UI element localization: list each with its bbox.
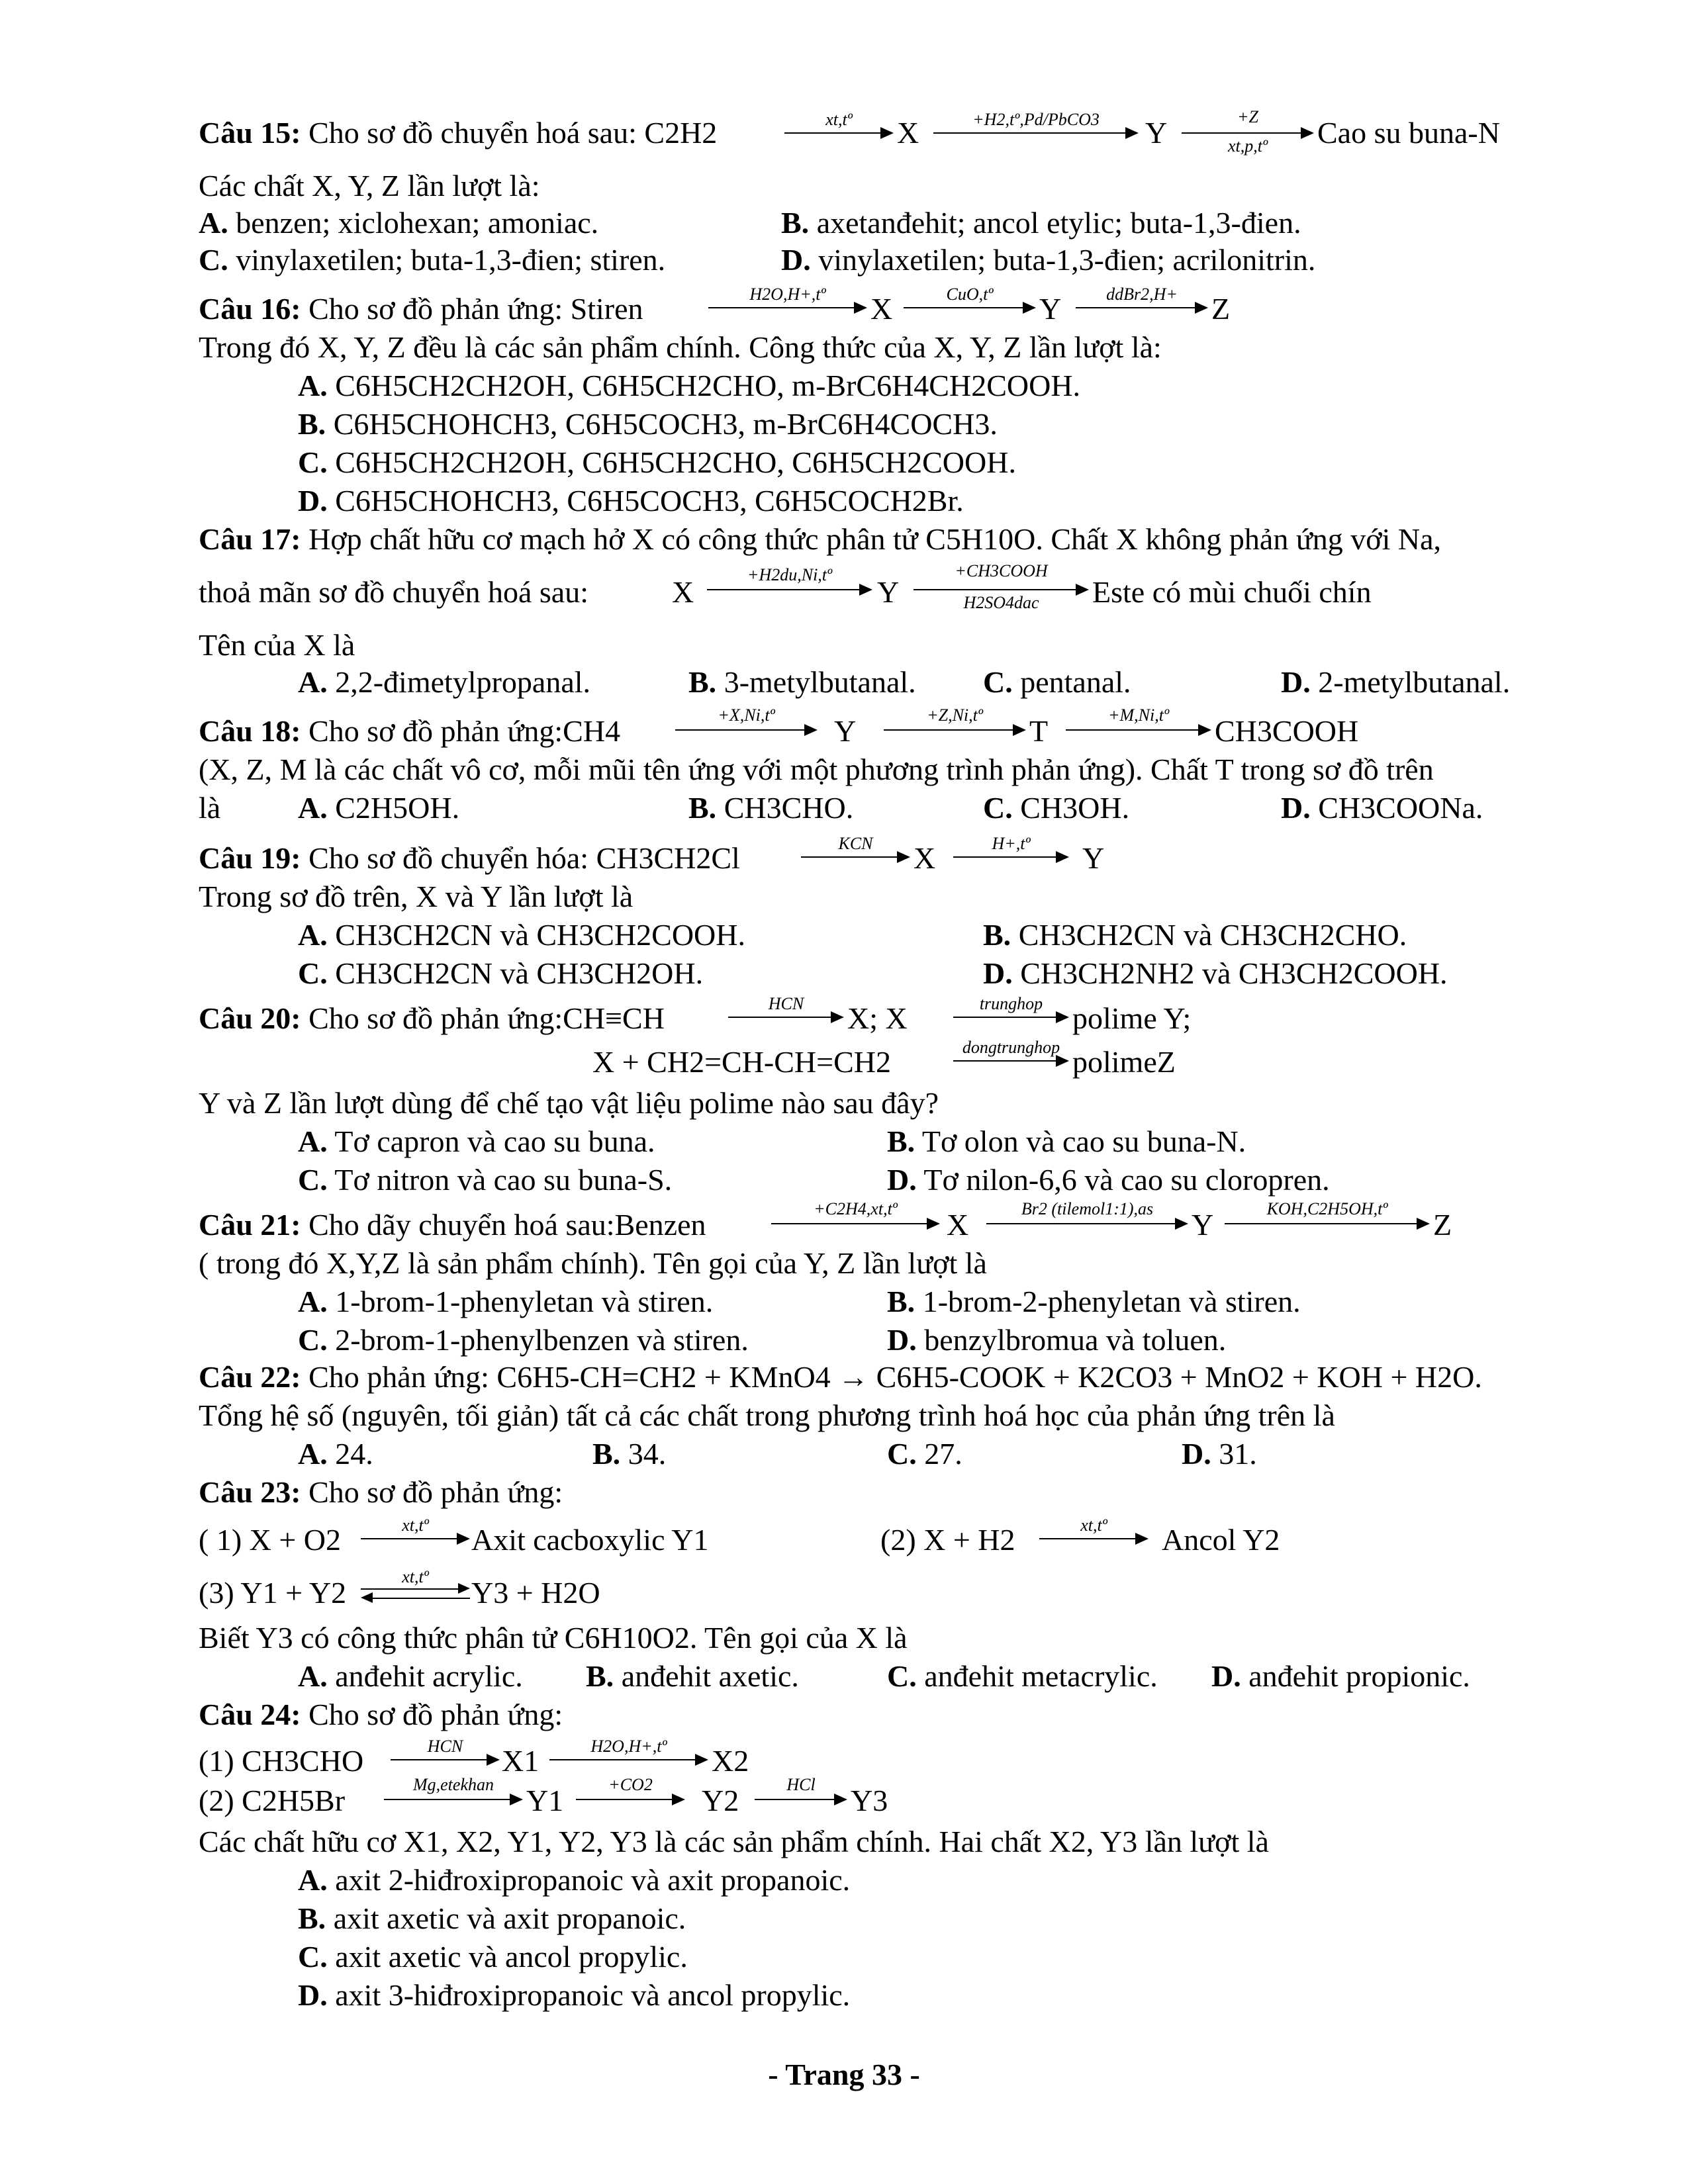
q16-arrow-1: H2O,H+,tº (708, 286, 867, 323)
q20-option-b: B. Tơ olon và cao su buna-N. (887, 1124, 1246, 1158)
q16-product-z: Z (1211, 292, 1231, 326)
q21-option-b: B. 1-brom-2-phenyletan và stiren. (887, 1285, 1301, 1318)
q24-option-b: B. axit axetic và axit propanoic. (298, 1901, 686, 1935)
q22-option-c: C. 27. (887, 1437, 962, 1471)
q16-option-b: B. C6H5CHOHCH3, C6H5COCH3, m-BrC6H4COCH3. (298, 407, 998, 441)
q20-stem: Y và Z lần lượt dùng để chế tạo vật liệu polime nào sau đây? (199, 1086, 939, 1120)
q15-final-product: Cao su buna-N (1317, 116, 1500, 150)
q21-product-x: X (947, 1208, 969, 1242)
q15-arrow-3 (1182, 109, 1314, 168)
q20-option-a: A. Tơ capron và cao su buna. (298, 1124, 655, 1158)
q23-option-a: A. anđehit acrylic. (298, 1659, 523, 1693)
q16-product-x: X (870, 292, 893, 326)
q17-option-c: C. pentanal. (983, 665, 1131, 699)
q23-line: Câu 23: Cho sơ đồ phản ứng: (199, 1475, 563, 1509)
q16-option-d: D. C6H5CHOHCH3, C6H5COCH3, C6H5COCH2Br. (298, 484, 964, 518)
q18-option-b: B. CH3CHO. (688, 791, 854, 825)
q15-option-b: B. axetanđehit; ancol etylic; buta-1,3-đien. (781, 206, 1301, 240)
q15-arrow-2-label: +H2,tº,Pd/PbCO3 (972, 110, 1100, 129)
q21-option-a: A. 1-brom-1-phenyletan và stiren. (298, 1285, 714, 1318)
q24-option-c: C. axit axetic và ancol propylic. (298, 1940, 688, 1974)
q23-reaction-2-arrow: xt,tº (1039, 1517, 1149, 1554)
q18-arrow-2: +Z,Ni,tº (884, 707, 1026, 744)
q18-option-d: D. CH3COONa. (1281, 791, 1483, 825)
q23-stem: Biết Y3 có công thức phân tử C6H10O2. Tên gọi của X là (199, 1621, 908, 1655)
q17-reactant-x: X (672, 575, 694, 609)
q15-arrow-1 (784, 111, 894, 148)
q16-arrow-3: ddBr2,H+ (1076, 286, 1208, 323)
q22-line: Câu 22: Cho phản ứng: C6H5-CH=CH2 + KMnO4 → C6H5-COOK + K2CO3 + MnO2 + KOH + H2O. (199, 1360, 1482, 1394)
q19-option-a: A. CH3CH2CN và CH3CH2COOH. (298, 918, 745, 952)
q23-reaction-2-lhs: (2) X + H2 (880, 1523, 1015, 1557)
q16-product-y: Y (1039, 292, 1062, 326)
q19-option-b: B. CH3CH2CN và CH3CH2CHO. (983, 918, 1407, 952)
q23-option-b: B. anđehit axetic. (586, 1659, 799, 1693)
q18-la: là (199, 791, 221, 825)
q24-reaction-2-arrow-3: HCl (755, 1776, 847, 1813)
q15-line (199, 114, 717, 152)
q19-product-y: Y (1082, 841, 1105, 875)
q24-reaction-2-arrow-1: Mg,etekhan (384, 1776, 523, 1813)
q18-product-y: Y (834, 714, 857, 748)
q21-option-d: D. benzylbromua và toluen. (887, 1323, 1227, 1357)
q16-text: Cho sơ đồ phản ứng: Stiren (308, 292, 643, 326)
q22-option-a: A. 24. (298, 1437, 373, 1471)
q16-line (199, 290, 643, 328)
q15-product-y: Y (1145, 116, 1168, 150)
q24-y2: Y2 (702, 1784, 739, 1817)
q15-option-d: D. vinylaxetilen; buta-1,3-đien; acrilonitrin. (781, 243, 1316, 277)
q22-option-d: D. 31. (1182, 1437, 1257, 1471)
q24-y3: Y3 (851, 1784, 888, 1817)
q18-final-product: CH3COOH (1215, 714, 1359, 748)
q15-arrow-1-label: xt,tº (825, 110, 853, 129)
q24-reaction-1-arrow-2: H2O,H+,tº (549, 1738, 708, 1775)
q24-y1: Y1 (526, 1784, 564, 1817)
q20-arrow-3: dongtrunghop (953, 1039, 1069, 1076)
q23-reaction-1-rhs: Axit cacboxylic Y1 (471, 1523, 709, 1557)
q24-reaction-1-arrow-1: HCN (391, 1738, 500, 1775)
q24-x1: X1 (502, 1744, 539, 1778)
q24-x2: X2 (712, 1744, 749, 1778)
q19-line: Câu 19: Cho sơ đồ chuyển hóa: CH3CH2Cl (199, 841, 740, 875)
q21-arrow-3: KOH,C2H5OH,tº (1225, 1201, 1430, 1238)
q19-option-d: D. CH3CH2NH2 và CH3CH2COOH. (983, 956, 1448, 990)
q15-stem: Các chất X, Y, Z lần lượt là: (199, 169, 540, 203)
q23-reaction-3-rhs: Y3 + H2O (471, 1576, 600, 1610)
q24-reaction-2-lhs: (2) C2H5Br (199, 1784, 346, 1817)
q16-arrow-2: CuO,tº (904, 286, 1036, 323)
q20-line-1: Câu 20: Cho sơ đồ phản ứng:CH≡CH (199, 1001, 665, 1035)
q17-product-y: Y (877, 575, 900, 609)
q22-stem: Tổng hệ số (nguyên, tối giản) tất cả các chất trong phương trình hoá học của phản ứng trên là (199, 1398, 1335, 1432)
q20-option-d: D. Tơ nilon-6,6 và cao su cloropren. (887, 1163, 1330, 1197)
q17-line-2: thoả mãn sơ đồ chuyển hoá sau: (199, 575, 588, 609)
q23-reaction-3-lhs: (3) Y1 + Y2 (199, 1576, 347, 1610)
q17-stem: Tên của X là (199, 628, 355, 662)
q18-line: Câu 18: Cho sơ đồ phản ứng:CH4 (199, 714, 621, 748)
q20-arrow-1: HCN (728, 995, 844, 1032)
q23-reaction-1-arrow: xt,tº (361, 1517, 470, 1554)
q16-option-a: A. C6H5CH2CH2OH, C6H5CH2CHO, m-BrC6H4CH2COOH. (298, 369, 1081, 402)
q15-arrow-3-bottom-label: xt,p,tº (1227, 136, 1268, 156)
q17-option-a: A. 2,2-đimetylpropanal. (298, 665, 591, 699)
q15-arrow-3-top-label: +Z (1237, 107, 1258, 126)
q15-text: Cho sơ đồ chuyển hoá sau: C2H2 (308, 116, 718, 150)
q24-option-a: A. axit 2-hiđroxipropanoic và axit propanoic. (298, 1863, 851, 1897)
q18-arrow-3: +M,Ni,tº (1066, 707, 1211, 744)
q21-arrow-2: Br2 (tilemol1:1),as (986, 1201, 1188, 1238)
q20-product-z: polimeZ (1072, 1045, 1176, 1079)
q24-line: Câu 24: Cho sơ đồ phản ứng: (199, 1698, 563, 1731)
q21-arrow-1: +C2H4,xt,tº (771, 1201, 940, 1238)
q20-arrow-2: trunghop (953, 995, 1069, 1032)
q21-line: Câu 21: Cho dãy chuyển hoá sau:Benzen (199, 1208, 706, 1242)
q18-product-t: T (1029, 714, 1049, 748)
q17-option-d: D. 2-metylbutanal. (1281, 665, 1511, 699)
q23-reaction-1-lhs: ( 1) X + O2 (199, 1523, 342, 1557)
q23-reaction-2-rhs: Ancol Y2 (1162, 1523, 1280, 1557)
q21-option-c: C. 2-brom-1-phenylbenzen và stiren. (298, 1323, 749, 1357)
q20-product-x: X; X (847, 1001, 908, 1035)
q19-product-x: X (914, 841, 936, 875)
q20-option-c: C. Tơ nitron và cao su buna-S. (298, 1163, 673, 1197)
q16-option-c: C. C6H5CH2CH2OH, C6H5CH2CHO, C6H5CH2COOH. (298, 445, 1016, 479)
q15-product-x: X (897, 116, 919, 150)
q18-arrow-1: +X,Ni,tº (675, 707, 818, 744)
q17-arrow-2: +CH3COOH H2SO4dac (914, 563, 1089, 622)
q19-arrow-2: H+,tº (953, 835, 1069, 872)
q17-option-b: B. 3-metylbutanal. (688, 665, 916, 699)
q17-final-product: Este có mùi chuối chín (1092, 575, 1372, 609)
q20-line-2: X + CH2=CH-CH=CH2 (592, 1045, 891, 1079)
q21-product-z: Z (1433, 1208, 1452, 1242)
q15-arrow-2 (933, 111, 1139, 148)
q19-arrow-1: KCN (801, 835, 910, 872)
page-footer: - Trang 33 - (768, 2058, 920, 2091)
q24-stem: Các chất hữu cơ X1, X2, Y1, Y2, Y3 là các sản phẩm chính. Hai chất X2, Y3 lần lượt là (199, 1825, 1269, 1858)
q16-stem: Trong đó X, Y, Z đều là các sản phẩm chính. Công thức của X, Y, Z lần lượt là: (199, 330, 1162, 364)
q19-option-c: C. CH3CH2CN và CH3CH2OH. (298, 956, 704, 990)
q24-reaction-1-lhs: (1) CH3CHO (199, 1744, 364, 1778)
q20-product-y: polime Y; (1072, 1001, 1192, 1035)
q16-number: Câu 16: (199, 292, 301, 326)
q22-option-b: B. 34. (592, 1437, 667, 1471)
q21-stem: ( trong đó X,Y,Z là sản phẩm chính). Tên gọi của Y, Z lần lượt là (199, 1246, 987, 1280)
q24-reaction-2-arrow-2: +CO2 (576, 1776, 685, 1813)
q18-stem: (X, Z, M là các chất vô cơ, mỗi mũi tên ứng với một phương trình phản ứng). Chất T trong sơ đồ trên (199, 752, 1434, 786)
q18-option-a: A. C2H5OH. (298, 791, 460, 825)
q17-line-1: Câu 17: Hợp chất hữu cơ mạch hở X có công thức phân tử C5H10O. Chất X không phản ứng với Na, (199, 522, 1442, 556)
q15-option-c: C. vinylaxetilen; buta-1,3-đien; stiren. (199, 243, 666, 277)
q21-product-y: Y (1192, 1208, 1214, 1242)
q24-option-d: D. axit 3-hiđroxipropanoic và ancol propylic. (298, 1978, 851, 2012)
q18-option-c: C. CH3OH. (983, 791, 1130, 825)
q17-arrow-1: +H2du,Ni,tº (707, 567, 872, 604)
q19-stem: Trong sơ đồ trên, X và Y lần lượt là (199, 880, 633, 913)
q15-option-a: A. benzen; xiclohexan; amoniac. (199, 206, 599, 240)
q23-option-c: C. anđehit metacrylic. (887, 1659, 1158, 1693)
q23-reaction-3-equilibrium-arrow: xt,tº (361, 1569, 470, 1608)
q15-number: Câu 15: (199, 116, 301, 150)
q23-option-d: D. anđehit propionic. (1211, 1659, 1470, 1693)
